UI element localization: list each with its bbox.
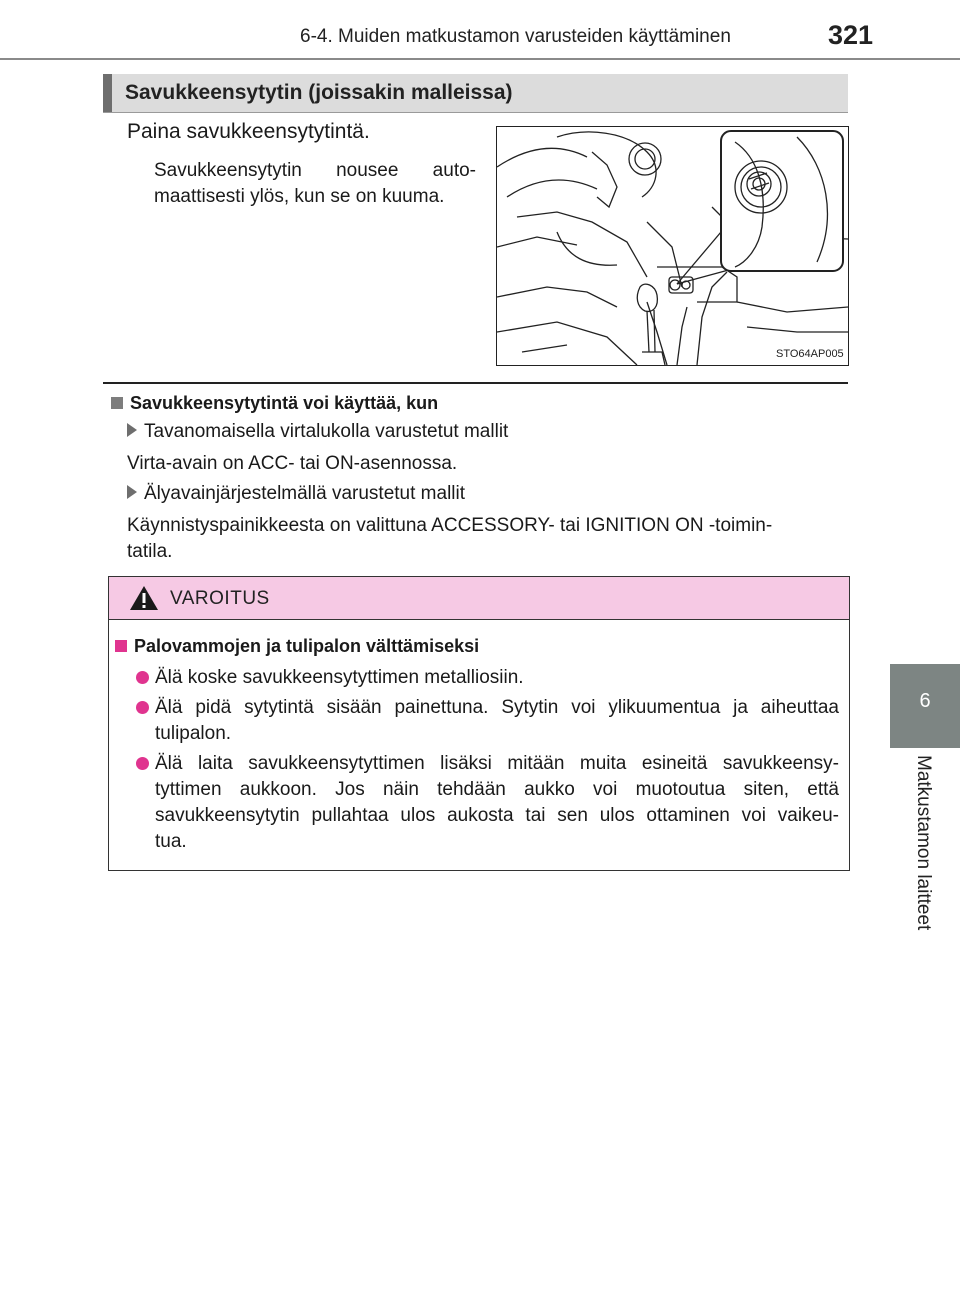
square-bullet-icon bbox=[111, 397, 123, 409]
dashboard-drawing bbox=[497, 127, 848, 365]
figure-code: STO64AP005 bbox=[776, 348, 844, 360]
condition-label-text: Älyavainjärjestelmällä varustetut mallit bbox=[144, 483, 466, 504]
warning-box bbox=[108, 576, 850, 871]
warning-line: tyttimen aukkoon. Jos näin tehdään aukko voi muotoutua siten, että bbox=[155, 779, 839, 800]
condition-text-line: Virta-avain on ACC- tai ON-asennossa. bbox=[127, 453, 458, 474]
warning-header bbox=[109, 577, 849, 620]
warning-item bbox=[155, 665, 839, 691]
warning-subheading bbox=[115, 636, 479, 657]
section-divider bbox=[103, 382, 848, 384]
warning-subheading-text: Palovammojen ja tulipalon välttämiseksi bbox=[134, 636, 480, 656]
circle-bullet-icon bbox=[136, 671, 149, 684]
condition-label bbox=[127, 421, 508, 443]
heading-bar bbox=[103, 74, 112, 112]
warning-title: VAROITUS bbox=[170, 588, 270, 609]
condition-label bbox=[127, 483, 465, 505]
arrow-bullet-icon bbox=[127, 485, 137, 499]
section-heading bbox=[103, 74, 848, 113]
usage-heading bbox=[111, 393, 438, 414]
header-rule bbox=[0, 58, 960, 60]
page-number: 321 bbox=[828, 20, 874, 50]
condition-text bbox=[127, 513, 842, 565]
note-line: Savukkeensytytin nousee auto- bbox=[154, 160, 476, 181]
chapter-number: 6 bbox=[919, 690, 931, 712]
note-line: maattisesti ylös, kun se on kuuma. bbox=[154, 186, 445, 207]
section-heading-text: Savukkeensytytin (joissakin malleissa) bbox=[125, 81, 513, 104]
arrow-bullet-icon bbox=[127, 423, 137, 437]
chapter-tab bbox=[890, 664, 960, 748]
condition-text bbox=[127, 451, 842, 477]
warning-line: tulipalon. bbox=[155, 723, 232, 744]
warning-line: savukkeensytytin pullahtaa ulos aukosta tai sen ulos ottaminen voi vaikeu- bbox=[155, 805, 839, 826]
warning-item bbox=[155, 751, 839, 855]
instruction-text: Paina savukkeensytytintä. bbox=[127, 120, 370, 143]
condition-text-line: Käynnistyspainikkeesta on valittuna ACCESSORY- tai IGNITION ON -toimin- bbox=[127, 515, 773, 536]
warning-item bbox=[155, 695, 839, 747]
condition-text-line: tatila. bbox=[127, 541, 173, 562]
usage-heading-text: Savukkeensytytintä voi käyttää, kun bbox=[130, 393, 439, 413]
square-bullet-icon bbox=[115, 640, 127, 652]
lighter-illustration bbox=[496, 126, 849, 366]
running-header-title: 6-4. Muiden matkustamon varusteiden käyttäminen bbox=[300, 26, 731, 47]
warning-line: Älä koske savukkeensytyttimen metalliosiin. bbox=[155, 667, 524, 688]
chapter-label: Matkustamon laitteet bbox=[913, 755, 934, 931]
warning-triangle-icon bbox=[129, 585, 159, 611]
circle-bullet-icon bbox=[136, 701, 149, 714]
instruction-note bbox=[154, 158, 476, 210]
condition-label-text: Tavanomaisella virtalukolla varustetut mallit bbox=[144, 421, 509, 442]
circle-bullet-icon bbox=[136, 757, 149, 770]
warning-line: Älä laita savukkeensytyttimen lisäksi mitään muita esineitä savukkeensy- bbox=[155, 753, 839, 774]
warning-line: tua. bbox=[155, 831, 187, 852]
warning-line: Älä pidä sytytintä sisään painettuna. Sytytin voi ylikuumentua ja aiheuttaa bbox=[155, 697, 839, 718]
